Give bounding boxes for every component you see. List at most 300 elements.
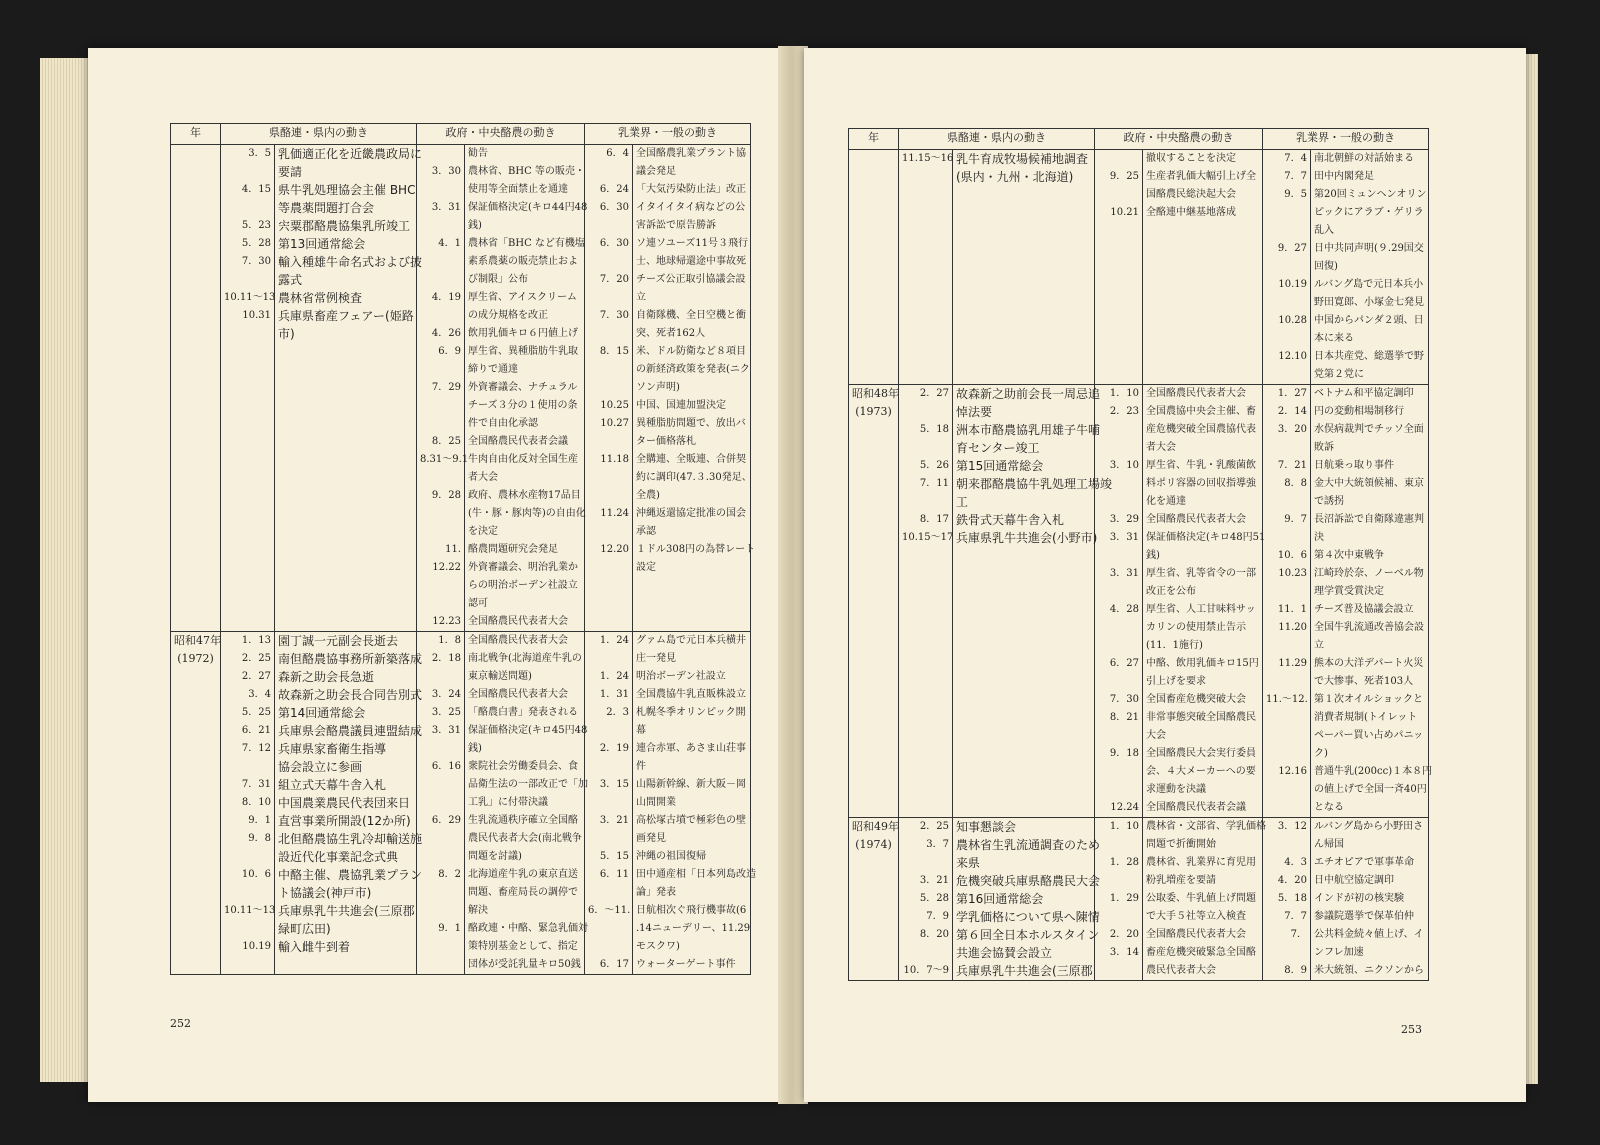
table-row: [849, 330, 1429, 348]
gov-event: 銭): [465, 217, 585, 235]
gov-date: 1．29: [1095, 890, 1143, 908]
page-number: 253: [1401, 1023, 1422, 1036]
year-cell: [171, 884, 221, 902]
industry-date: 8．8: [1263, 475, 1311, 493]
pref-event: [953, 294, 1095, 312]
pref-event: 兵庫県乳牛共進会(小野市): [953, 529, 1095, 547]
year-cell: [849, 312, 899, 330]
pref-event: 第６回全日本ホルスタイン: [953, 926, 1095, 944]
header-industry: 乳業界・一般の動き: [1263, 129, 1429, 150]
gov-date: 6．9: [417, 343, 465, 361]
pref-event: (県内・九州・北海道): [953, 168, 1095, 186]
pref-date: [899, 583, 953, 601]
gov-event: 衆院社会労働委員会、食: [465, 758, 585, 776]
industry-event: ソン声明): [633, 379, 751, 397]
year-cell: [171, 343, 221, 361]
pref-date: 3．7: [899, 836, 953, 854]
pref-date: [221, 451, 275, 469]
industry-event: 全国牛乳流通改善協会設: [1311, 619, 1429, 637]
pref-date: [221, 848, 275, 866]
table-row: [849, 781, 1429, 799]
industry-event: 沖縄の祖国復帰: [633, 848, 751, 866]
industry-event: 普通牛乳(200cc)１本８円: [1311, 763, 1429, 781]
industry-date: 2．3: [585, 704, 633, 722]
pref-event: 兵庫県乳牛共進会(三原郡: [953, 962, 1095, 981]
table-row: [171, 541, 751, 559]
year-cell: [171, 704, 221, 722]
gov-date: [417, 469, 465, 487]
pref-date: [899, 276, 953, 294]
year-cell: [171, 722, 221, 740]
table-row: [849, 691, 1429, 709]
gov-date: [1095, 637, 1143, 655]
industry-event: 日中航空協定調印: [1311, 872, 1429, 890]
table-row: [171, 253, 751, 271]
table-row: [171, 938, 751, 956]
industry-event: 第20回ミュンヘンオリン: [1311, 186, 1429, 204]
year-cell: [171, 938, 221, 956]
year-cell: [849, 547, 899, 565]
industry-date: [585, 253, 633, 271]
pref-event: [275, 469, 417, 487]
industry-event: 立: [1311, 637, 1429, 655]
industry-event: 山陽新幹線、新大阪－岡: [633, 776, 751, 794]
gov-date: 9．1: [417, 920, 465, 938]
industry-event: 連合赤軍、あさま山荘事: [633, 740, 751, 758]
gov-date: [1095, 439, 1143, 457]
gov-event: 農林省、BHC 等の販売・: [465, 163, 585, 181]
pref-event: 故森新之助前会長一周忌追: [953, 385, 1095, 404]
gov-event: 農林省「BHC など有機塩: [465, 235, 585, 253]
gov-date: 12.22: [417, 559, 465, 577]
gov-date: 8．21: [1095, 709, 1143, 727]
year-cell: [171, 451, 221, 469]
year-cell: [171, 487, 221, 505]
gov-date: 1．10: [1095, 385, 1143, 404]
gov-event: 全国酪農民代表者大会: [465, 686, 585, 704]
industry-date: [1263, 673, 1311, 691]
gov-event: 酪農問題研究会発足: [465, 541, 585, 559]
gov-date: [1095, 727, 1143, 745]
gov-date: [1095, 493, 1143, 511]
gov-event: らの明治ボーデン社設立: [465, 577, 585, 595]
table-row: [849, 890, 1429, 908]
table-row: [171, 758, 751, 776]
gov-event: 者大会: [1143, 439, 1263, 457]
table-row: [849, 673, 1429, 691]
pref-date: [221, 884, 275, 902]
year-cell: [849, 745, 899, 763]
industry-date: 11.24: [585, 505, 633, 523]
gov-date: [1095, 222, 1143, 240]
industry-event: 野田寛郎、小塚金七発見: [1311, 294, 1429, 312]
industry-date: [1263, 366, 1311, 385]
industry-event: [633, 613, 751, 632]
pref-date: 1．13: [221, 632, 275, 651]
pref-date: 10.11～13: [221, 289, 275, 307]
pref-event: [953, 709, 1095, 727]
pref-event: 県牛乳処理協会主催 BHC: [275, 181, 417, 199]
table-row: [849, 962, 1429, 981]
pref-event: [275, 523, 417, 541]
gov-date: 11.: [417, 541, 465, 559]
header-government: 政府・中央酪農の動き: [417, 124, 585, 145]
industry-date: [1263, 529, 1311, 547]
industry-event: 日航乗っ取り事件: [1311, 457, 1429, 475]
gov-event: 厚生省、牛乳・乳酸菌飲: [1143, 457, 1263, 475]
header-government: 政府・中央酪農の動き: [1095, 129, 1263, 150]
table-row: [171, 397, 751, 415]
gov-event: 全国酪農民代表者大会: [465, 632, 585, 651]
pref-event: 農林省常例検査: [275, 289, 417, 307]
industry-event: 乱入: [1311, 222, 1429, 240]
pref-date: 2．25: [899, 818, 953, 837]
industry-event: 長沼訴訟で自衛隊違憲判: [1311, 511, 1429, 529]
industry-event: １ドル308円の為替レート: [633, 541, 751, 559]
pref-date: 5．18: [899, 421, 953, 439]
industry-date: [585, 938, 633, 956]
gov-date: 9．28: [417, 487, 465, 505]
gov-event: 畜産危機突破緊急全国酪: [1143, 944, 1263, 962]
pref-event: 設近代化事業記念式典: [275, 848, 417, 866]
industry-event: 高松塚古墳で極彩色の壁: [633, 812, 751, 830]
pref-event: [953, 348, 1095, 366]
pref-event: 第14回通常総会: [275, 704, 417, 722]
gov-event: 保証価格決定(キロ45円48: [465, 722, 585, 740]
gov-event: 農林省・文部省、学乳価格: [1143, 818, 1263, 837]
year-cell: [171, 289, 221, 307]
industry-date: 2．14: [1263, 403, 1311, 421]
gov-event: 東京輸送問題): [465, 668, 585, 686]
pref-date: [899, 619, 953, 637]
gov-event: 件で自由化承認: [465, 415, 585, 433]
industry-event: 害訴訟で原告勝訴: [633, 217, 751, 235]
industry-date: 1．24: [585, 632, 633, 651]
pref-date: [221, 487, 275, 505]
pref-date: 10.31: [221, 307, 275, 325]
industry-event: 米、ドル防衛など８項目: [633, 343, 751, 361]
industry-event: 山間開業: [633, 794, 751, 812]
industry-event: 江崎玲於奈、ノーベル物: [1311, 565, 1429, 583]
industry-date: [1263, 330, 1311, 348]
industry-date: 8．9: [1263, 962, 1311, 981]
pref-event: [953, 727, 1095, 745]
industry-date: [1263, 222, 1311, 240]
table-row: [171, 595, 751, 613]
industry-date: [1263, 583, 1311, 601]
year-cell: [849, 872, 899, 890]
industry-event: 水俣病裁判でチッソ全面: [1311, 421, 1429, 439]
pref-date: [899, 240, 953, 258]
industry-event: チーズ普及協議会設立: [1311, 601, 1429, 619]
gov-event: 問題、畜産局長の調停で: [465, 884, 585, 902]
table-row: [171, 613, 751, 632]
gov-event: 厚生省、アイスクリーム: [465, 289, 585, 307]
year-cell: [849, 727, 899, 745]
pref-date: [899, 222, 953, 240]
gov-date: 3．10: [1095, 457, 1143, 475]
industry-date: 7．4: [1263, 150, 1311, 169]
industry-event: 中国、国連加盟決定: [633, 397, 751, 415]
industry-date: 10.23: [1263, 565, 1311, 583]
pref-event: 森新之助会長急逝: [275, 668, 417, 686]
year-cell: [849, 222, 899, 240]
pref-event: [275, 433, 417, 451]
industry-event: 公共料金続々値上げ、イ: [1311, 926, 1429, 944]
industry-date: [1263, 727, 1311, 745]
industry-date: [585, 361, 633, 379]
industry-event: 南北朝鮮の対話始まる: [1311, 150, 1429, 169]
pref-event: [953, 601, 1095, 619]
gov-date: [417, 361, 465, 379]
industry-date: 9．7: [1263, 511, 1311, 529]
industry-event: 全農): [633, 487, 751, 505]
gov-event: 農民代表者大会: [1143, 962, 1263, 981]
gov-event: [1143, 312, 1263, 330]
pref-date: 7．9: [899, 908, 953, 926]
gov-event: 工乳」に付帯決議: [465, 794, 585, 812]
table-row: [849, 439, 1429, 457]
year-cell: [849, 240, 899, 258]
gov-date: [1095, 312, 1143, 330]
pref-event: [953, 547, 1095, 565]
gov-date: [1095, 276, 1143, 294]
year-cell: [171, 758, 221, 776]
pref-event: 北但酪農協生乳冷却輸送施: [275, 830, 417, 848]
industry-date: [585, 830, 633, 848]
table-row: [171, 686, 751, 704]
book-edge-left: [40, 58, 92, 1082]
gov-date: [1095, 908, 1143, 926]
header-year: 年: [849, 129, 899, 150]
gov-date: [417, 668, 465, 686]
industry-date: 6．24: [585, 181, 633, 199]
gov-date: [417, 415, 465, 433]
gov-event: 全酪連中継基地落成: [1143, 204, 1263, 222]
industry-event: ん帰国: [1311, 836, 1429, 854]
industry-date: 10.25: [585, 397, 633, 415]
gov-event: 生乳流通秩序確立全国酪: [465, 812, 585, 830]
table-row: [171, 469, 751, 487]
year-cell: [171, 325, 221, 343]
industry-event: 決: [1311, 529, 1429, 547]
industry-event: 田中内閣発足: [1311, 168, 1429, 186]
industry-date: 7．: [1263, 926, 1311, 944]
table-row: [849, 258, 1429, 276]
table-row: [849, 583, 1429, 601]
table-row: [849, 818, 1429, 837]
pref-event: [275, 505, 417, 523]
pref-date: [221, 523, 275, 541]
pref-date: [221, 541, 275, 559]
pref-date: [899, 168, 953, 186]
year-cell: [849, 691, 899, 709]
pref-date: [899, 691, 953, 709]
industry-date: 6．17: [585, 956, 633, 975]
pref-event: [275, 361, 417, 379]
gov-date: 3．31: [1095, 529, 1143, 547]
gov-date: 9．25: [1095, 168, 1143, 186]
pref-date: 2．27: [899, 385, 953, 404]
table-row: [171, 866, 751, 884]
gov-date: 3．31: [417, 199, 465, 217]
table-row: [849, 312, 1429, 330]
gov-date: [417, 217, 465, 235]
gov-event: 保証価格決定(キロ48円51: [1143, 529, 1263, 547]
pref-date: [899, 854, 953, 872]
year-cell: [849, 583, 899, 601]
table-row: [171, 650, 751, 668]
gov-date: [417, 307, 465, 325]
industry-event: 議会発足: [633, 163, 751, 181]
gov-event: 農林省、乳業界に育児用: [1143, 854, 1263, 872]
header-year: 年: [171, 124, 221, 145]
gov-date: 3．29: [1095, 511, 1143, 529]
industry-event: 全国農協牛乳直販株設立: [633, 686, 751, 704]
industry-event: 中国からパンダ２頭、日: [1311, 312, 1429, 330]
table-row: [849, 511, 1429, 529]
year-cell: [171, 145, 221, 164]
gov-event: 求運動を決議: [1143, 781, 1263, 799]
year-cell: [849, 673, 899, 691]
year-cell: [171, 559, 221, 577]
gov-event: 認可: [465, 595, 585, 613]
gov-date: [1095, 836, 1143, 854]
industry-event: 日航相次ぐ飛行機事故(6: [633, 902, 751, 920]
industry-event: 敗訴: [1311, 439, 1429, 457]
pref-date: [899, 673, 953, 691]
pref-event: 輸入種雄牛命名式および披: [275, 253, 417, 271]
industry-date: 7．21: [1263, 457, 1311, 475]
year-cell: [849, 348, 899, 366]
industry-date: [585, 379, 633, 397]
industry-date: [585, 163, 633, 181]
year-cell: [849, 258, 899, 276]
industry-date: [585, 613, 633, 632]
pref-event: 来県: [953, 854, 1095, 872]
gov-event: カリンの使用禁止告示: [1143, 619, 1263, 637]
pref-date: 5．25: [221, 704, 275, 722]
gov-date: [417, 145, 465, 164]
year-cell: (1974): [849, 836, 899, 854]
table-row: [849, 186, 1429, 204]
gov-event: 使用等全面禁止を通達: [465, 181, 585, 199]
industry-date: [1263, 836, 1311, 854]
gov-event: を決定: [465, 523, 585, 541]
gov-date: [1095, 421, 1143, 439]
pref-date: 7．31: [221, 776, 275, 794]
gov-event: 全国酪農民代表者会議: [465, 433, 585, 451]
table-row: [849, 655, 1429, 673]
gov-date: 6．29: [417, 812, 465, 830]
gov-event: [1143, 366, 1263, 385]
gov-event: 全国酪農民代表者会議: [1143, 799, 1263, 818]
industry-date: 3．20: [1263, 421, 1311, 439]
pref-date: [221, 397, 275, 415]
year-cell: 昭和49年: [849, 818, 899, 837]
industry-date: 3．12: [1263, 818, 1311, 837]
year-cell: [849, 709, 899, 727]
year-cell: [171, 686, 221, 704]
pref-event: [953, 276, 1095, 294]
table-row: [849, 944, 1429, 962]
year-cell: [849, 962, 899, 981]
gov-event: [1143, 348, 1263, 366]
gov-event: 化を通達: [1143, 493, 1263, 511]
industry-date: 8．15: [585, 343, 633, 361]
year-cell: [171, 271, 221, 289]
industry-date: 12.20: [585, 541, 633, 559]
pref-date: [899, 348, 953, 366]
pref-date: 7．12: [221, 740, 275, 758]
year-cell: [171, 199, 221, 217]
industry-event: ルバング島で元日本兵小: [1311, 276, 1429, 294]
industry-event: 幕: [633, 722, 751, 740]
gov-event: 厚生省、異種脂肪牛乳取: [465, 343, 585, 361]
pref-event: [953, 565, 1095, 583]
industry-event: 日本共産党、総選挙で野: [1311, 348, 1429, 366]
gov-event: 解決: [465, 902, 585, 920]
year-cell: [171, 307, 221, 325]
pref-event: 悼法要: [953, 403, 1095, 421]
year-cell: [849, 421, 899, 439]
year-cell: [171, 595, 221, 613]
industry-event: 承認: [633, 523, 751, 541]
industry-event: [633, 595, 751, 613]
table-row: [171, 830, 751, 848]
year-cell: [171, 163, 221, 181]
gov-event: 締りで通達: [465, 361, 585, 379]
table-row: [849, 908, 1429, 926]
year-cell: [849, 294, 899, 312]
gov-event: 策特別基金として、指定: [465, 938, 585, 956]
pref-event: 等農薬問題打合会: [275, 199, 417, 217]
industry-event: 全国酪農乳業プラント協: [633, 145, 751, 164]
table-row: [849, 366, 1429, 385]
industry-date: [1263, 637, 1311, 655]
gov-event: 大会: [1143, 727, 1263, 745]
pref-event: 第16回通常総会: [953, 890, 1095, 908]
industry-event: ウォーターゲート事件: [633, 956, 751, 975]
year-cell: [171, 253, 221, 271]
gov-event: [1143, 294, 1263, 312]
gov-date: [417, 830, 465, 848]
industry-date: [585, 595, 633, 613]
table-row: [171, 505, 751, 523]
gov-date: [1095, 872, 1143, 890]
table-row: [171, 271, 751, 289]
industry-date: [1263, 745, 1311, 763]
year-cell: [171, 181, 221, 199]
industry-date: 9．27: [1263, 240, 1311, 258]
gov-date: [417, 397, 465, 415]
pref-date: 10.11～13: [221, 902, 275, 920]
gov-date: 2．18: [417, 650, 465, 668]
gov-event: 牛肉自由化反対全国生産: [465, 451, 585, 469]
gov-date: 1．28: [1095, 854, 1143, 872]
year-cell: [849, 366, 899, 385]
pref-date: 11.15～16: [899, 150, 953, 169]
pref-date: 2．27: [221, 668, 275, 686]
page-number: 252: [170, 1017, 191, 1030]
industry-event: 件: [633, 758, 751, 776]
industry-date: [585, 289, 633, 307]
chronology-table-left: [170, 123, 756, 975]
pref-event: [275, 415, 417, 433]
gov-date: [1095, 619, 1143, 637]
table-row: [849, 150, 1429, 169]
pref-event: 学乳価格について県へ陳情: [953, 908, 1095, 926]
